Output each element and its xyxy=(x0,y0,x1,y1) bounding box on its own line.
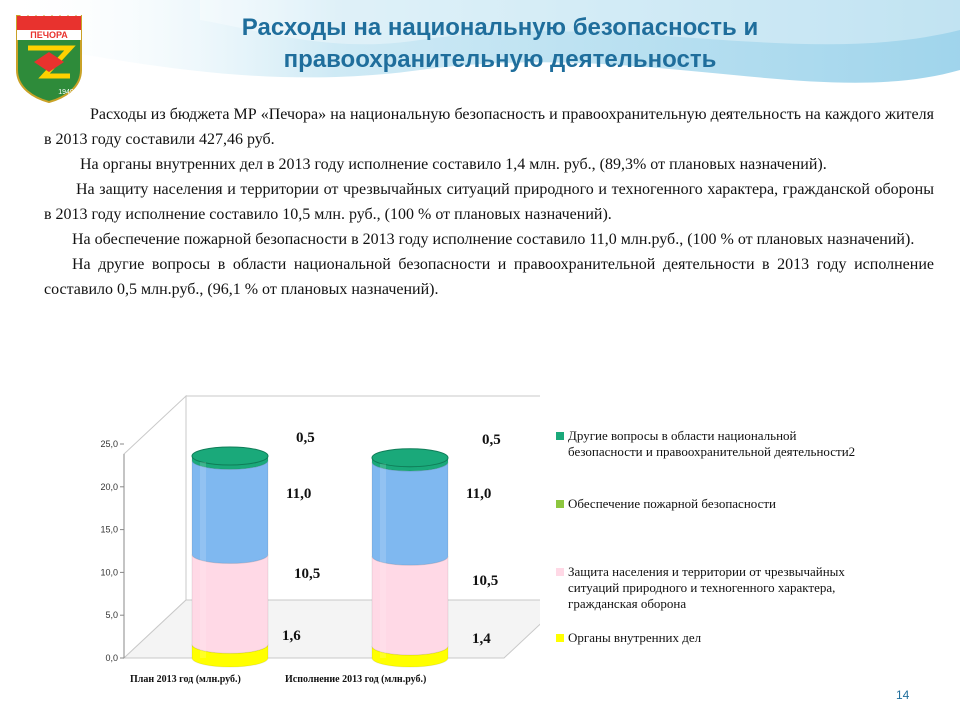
paragraph-emergency: На защиту населения и территории от чрезвычайных ситуаций природного и техногенного характера, гражданской обороны в 2013 году исполнение составило 10,5 млн. руб., (100 % от плановых назначений). xyxy=(44,181,934,223)
legend-label: Органы внутренних дел xyxy=(568,630,702,645)
data-label: 10,5 xyxy=(472,573,499,589)
legend-label: Другие вопросы в области национальной безопасности и правоохранительной деятельности2 xyxy=(568,428,856,459)
paragraph-per-capita: Расходы из бюджета МР «Печора» на национальную безопасность и правоохранительную деятельность на каждого жителя в 2013 году составили 427,46 руб. xyxy=(44,106,934,148)
paragraph-fire-safety: На обеспечение пожарной безопасности в 2013 году исполнение составило 11,0 млн.руб., (100 % от плановых назначений). xyxy=(72,231,915,248)
y-tick-label: 0,0 xyxy=(105,653,118,663)
stacked-cylinder-chart xyxy=(80,392,940,692)
legend-swatch xyxy=(556,432,564,440)
data-label: 11,0 xyxy=(466,486,492,502)
legend-swatch xyxy=(556,500,564,508)
data-label: 10,5 xyxy=(294,566,321,582)
chart-floor xyxy=(124,600,540,658)
y-tick-label: 5,0 xyxy=(105,610,118,621)
slide-title: Расходы на национальную безопасность и правоохранительную деятельность xyxy=(241,14,759,73)
data-label: 11,0 xyxy=(286,486,312,502)
y-tick-label: 10,0 xyxy=(100,567,118,578)
logo-label: ПЕЧОРА xyxy=(30,30,68,40)
cylinder-highlight xyxy=(200,462,206,658)
x-category-label-plan: План 2013 год (млн.руб.) xyxy=(130,674,241,685)
chart-plot xyxy=(80,392,540,692)
coat-of-arms-logo xyxy=(14,12,84,104)
legend-label: Защита населения и территории от чрезвычайных ситуаций природного и техногенного характера, гражданская оборона xyxy=(568,564,845,611)
data-label: 1,6 xyxy=(282,628,301,644)
y-tick-label: 25,0 xyxy=(100,439,118,449)
page-number: 14 xyxy=(896,688,910,702)
paragraph-other: На другие вопросы в области национальной безопасности и правоохранительной деятельности в 2013 году исполнение составило 0,5 млн.руб., (96,1 % от плановых назначений). xyxy=(44,256,934,298)
y-tick-label: 15,0 xyxy=(100,524,118,535)
legend-swatch xyxy=(556,634,564,642)
legend-label: Обеспечение пожарной безопасности xyxy=(568,496,777,511)
cylinder-highlight xyxy=(380,464,386,658)
body-text xyxy=(44,102,934,302)
legend-swatch xyxy=(556,568,564,576)
data-label: 1,4 xyxy=(472,631,491,647)
data-label: 0,5 xyxy=(482,432,501,448)
paragraph-police: На органы внутренних дел в 2013 году исполнение составило 1,4 млн. руб., (89,3% от плановых назначений). xyxy=(80,156,827,173)
x-category-label-actual: Исполнение 2013 год (млн.руб.) xyxy=(285,674,427,685)
data-label: 0,5 xyxy=(296,430,315,446)
logo-year: 1949 xyxy=(58,89,74,96)
y-tick-label: 20,0 xyxy=(100,481,118,492)
